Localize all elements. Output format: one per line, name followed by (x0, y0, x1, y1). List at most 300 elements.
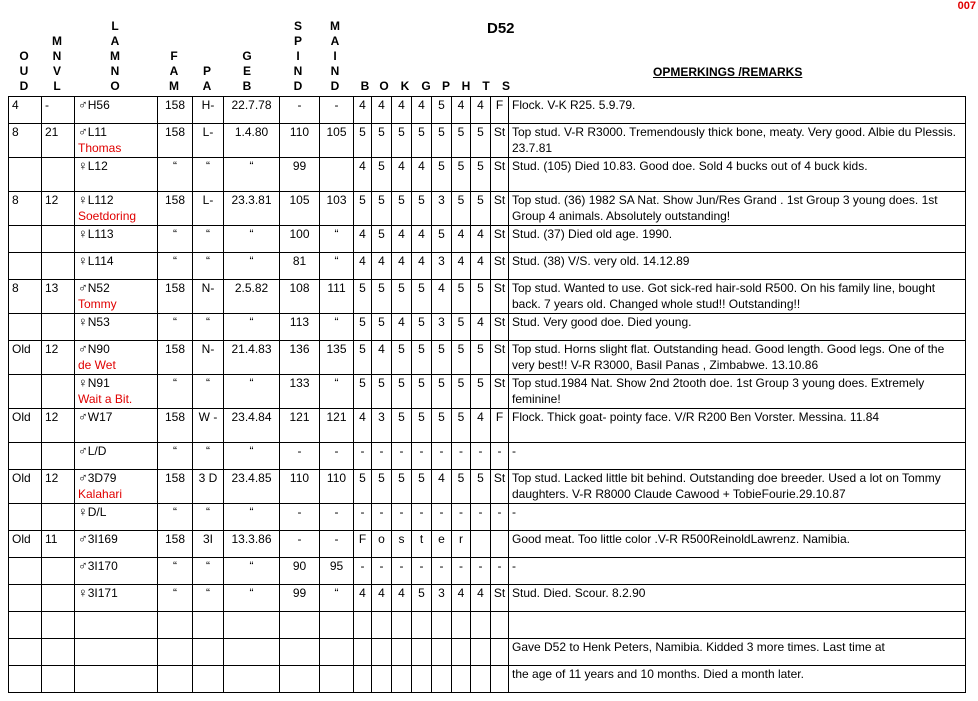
cell-mnvl (42, 375, 75, 409)
cell-remark: Stud. Died. Scour. 8.2.90 (509, 585, 966, 612)
cell-spind: - (280, 443, 320, 470)
cell-h: 4 (452, 585, 471, 612)
cell-lamno (75, 409, 158, 443)
cell-o: 5 (372, 375, 392, 409)
cell-pa: N- (193, 341, 224, 375)
cell-fam: “ (158, 504, 193, 531)
cell-h: - (452, 443, 471, 470)
cell-oud (9, 443, 42, 470)
female-sex-icon: ♀ (78, 585, 88, 600)
score-header-o: O (379, 79, 389, 93)
cell-p (432, 639, 452, 666)
cell-t (471, 612, 491, 639)
cell-mnvl (42, 158, 75, 192)
cell-spind: 110 (280, 470, 320, 504)
cell-mnvl (42, 314, 75, 341)
cell-geb: “ (224, 443, 280, 470)
female-sex-icon: ♀ (78, 314, 88, 329)
cell-fam: 158 (158, 531, 193, 558)
header-mnvl: M N V L (52, 34, 62, 93)
cell-s: F (491, 97, 509, 124)
cell-oud: Old (9, 409, 42, 443)
animal-number: 3I171 (87, 586, 118, 600)
cell-t (471, 639, 491, 666)
cell-t: 5 (471, 124, 491, 158)
cell-g: 4 (412, 253, 432, 280)
cell-oud: Old (9, 531, 42, 558)
animal-number: L113 (87, 227, 114, 241)
animal-number: L12 (87, 159, 108, 173)
cell-t: 4 (471, 97, 491, 124)
cell-remark: Stud. (105) Died 10.83. Good doe. Sold 4 bucks out of 4 buck kids. (509, 158, 966, 192)
cell-lamno (75, 585, 158, 612)
male-sex-icon: ♂ (78, 558, 88, 573)
animal-name: Kalahari (78, 487, 123, 501)
cell-t (471, 531, 491, 558)
male-sex-icon: ♂ (78, 409, 88, 424)
animal-name: Tommy (78, 297, 117, 311)
cell-b: 5 (354, 192, 372, 226)
cell-maind (320, 666, 354, 693)
table-row (9, 192, 966, 226)
cell-g: 5 (412, 124, 432, 158)
cell-t: 4 (471, 226, 491, 253)
cell-g: - (412, 558, 432, 585)
cell-s: St (491, 585, 509, 612)
cell-spind: 133 (280, 375, 320, 409)
cell-p (432, 666, 452, 693)
score-header-k: K (400, 79, 410, 93)
cell-b (354, 666, 372, 693)
table-row (9, 612, 966, 639)
cell-p: 4 (432, 280, 452, 314)
cell-s: St (491, 341, 509, 375)
cell-fam (158, 612, 193, 639)
cell-remark: Top stud. Lacked little bit behind. Outstanding doe breeder. Used a lot on Tommy daughters. V-R R8000 Claude Cawood + TobieFourie.29.10.87 (509, 470, 966, 504)
cell-lamno (75, 124, 158, 158)
table-row (9, 253, 966, 280)
cell-oud (9, 639, 42, 666)
cell-p: 5 (432, 97, 452, 124)
cell-lamno (75, 253, 158, 280)
cell-oud (9, 558, 42, 585)
cell-h: 4 (452, 226, 471, 253)
female-sex-icon: ♀ (78, 253, 88, 268)
cell-p: 3 (432, 253, 452, 280)
cell-geb (224, 612, 280, 639)
table-row (9, 639, 966, 666)
cell-g: 4 (412, 226, 432, 253)
cell-remark: - (509, 443, 966, 470)
cell-mnvl (42, 612, 75, 639)
cell-lamno (75, 443, 158, 470)
cell-fam: 158 (158, 280, 193, 314)
cell-maind (320, 612, 354, 639)
cell-g: - (412, 443, 432, 470)
cell-maind (320, 158, 354, 192)
cell-p: 3 (432, 192, 452, 226)
cell-h: 5 (452, 158, 471, 192)
cell-o: 4 (372, 585, 392, 612)
cell-remark: - (509, 504, 966, 531)
header-geb: G E B (242, 49, 252, 93)
cell-h: 5 (452, 124, 471, 158)
cell-k: 4 (392, 97, 412, 124)
cell-spind: - (280, 97, 320, 124)
cell-o: 5 (372, 124, 392, 158)
header-fam: F A M (169, 49, 179, 93)
cell-mnvl (42, 504, 75, 531)
cell-p: 5 (432, 375, 452, 409)
cell-geb: “ (224, 375, 280, 409)
cell-geb: 1.4.80 (224, 124, 280, 158)
animal-number: N53 (87, 315, 110, 329)
cell-h: - (452, 504, 471, 531)
cell-p: - (432, 504, 452, 531)
cell-t: 5 (471, 158, 491, 192)
male-sex-icon: ♂ (78, 531, 88, 546)
cell-maind: “ (320, 375, 354, 409)
cell-geb: “ (224, 253, 280, 280)
cell-p: 5 (432, 409, 452, 443)
cell-pa: “ (193, 226, 224, 253)
cell-remark: Stud. Very good doe. Died young. (509, 314, 966, 341)
animal-number: D/L (87, 505, 107, 519)
cell-o: 3 (372, 409, 392, 443)
cell-lamno (75, 341, 158, 375)
cell-fam: 158 (158, 409, 193, 443)
cell-s: St (491, 314, 509, 341)
cell-o: o (372, 531, 392, 558)
cell-fam (158, 666, 193, 693)
cell-remark: Gave D52 to Henk Peters, Namibia. Kidded 3 more times. Last time at (509, 639, 966, 666)
cell-k: s (392, 531, 412, 558)
animal-number: L114 (87, 254, 114, 268)
cell-k: 4 (392, 158, 412, 192)
cell-maind: 111 (320, 280, 354, 314)
cell-remark: Stud. (37) Died old age. 1990. (509, 226, 966, 253)
cell-pa: L- (193, 124, 224, 158)
cell-b: - (354, 443, 372, 470)
table-row (9, 504, 966, 531)
animal-number: 3I169 (87, 532, 118, 546)
cell-mnvl: 21 (42, 124, 75, 158)
cell-s: St (491, 192, 509, 226)
cell-spind: 110 (280, 124, 320, 158)
cell-fam: “ (158, 375, 193, 409)
cell-b: 4 (354, 409, 372, 443)
cell-g: t (412, 531, 432, 558)
male-sex-icon: ♂ (78, 97, 88, 112)
cell-remark: Good meat. Too little color .V-R R500ReinoldLawrenz. Namibia. (509, 531, 966, 558)
cell-oud: 4 (9, 97, 42, 124)
cell-remark: the age of 11 years and 10 months. Died a month later. (509, 666, 966, 693)
cell-k: 4 (392, 226, 412, 253)
cell-geb: 23.3.81 (224, 192, 280, 226)
cell-g: 5 (412, 341, 432, 375)
male-sex-icon: ♂ (78, 443, 88, 458)
cell-h (452, 666, 471, 693)
cell-remark: Flock. Thick goat- pointy face. V/R R200 Ben Vorster. Messina. 11.84 (509, 409, 966, 443)
cell-s: St (491, 470, 509, 504)
cell-fam: “ (158, 226, 193, 253)
cell-mnvl: 12 (42, 341, 75, 375)
cell-g: - (412, 504, 432, 531)
cell-spind: 136 (280, 341, 320, 375)
cell-g: 5 (412, 470, 432, 504)
cell-mnvl: 11 (42, 531, 75, 558)
cell-k: 5 (392, 124, 412, 158)
cell-maind: 110 (320, 470, 354, 504)
cell-h: 5 (452, 409, 471, 443)
cell-oud: 8 (9, 280, 42, 314)
cell-s: F (491, 409, 509, 443)
cell-pa: W - (193, 409, 224, 443)
cell-maind: “ (320, 253, 354, 280)
cell-b: 5 (354, 470, 372, 504)
cell-spind: 99 (280, 585, 320, 612)
cell-k (392, 666, 412, 693)
cell-remark: Top stud. Wanted to use. Got sick-red hair-sold R500. On his family line, bought back. 7 years old. Changed whole stud!! Outstanding!! (509, 280, 966, 314)
cell-t: 5 (471, 280, 491, 314)
cell-geb (224, 639, 280, 666)
cell-o: 5 (372, 158, 392, 192)
animal-number: N90 (87, 342, 110, 356)
cell-geb: “ (224, 314, 280, 341)
header-lamno: L A M N O (110, 19, 120, 93)
cell-mnvl: 13 (42, 280, 75, 314)
cell-geb: “ (224, 158, 280, 192)
stud-register-table (8, 96, 966, 693)
page-code: 007 (957, 0, 976, 12)
cell-geb: 23.4.84 (224, 409, 280, 443)
cell-lamno (75, 375, 158, 409)
cell-o (372, 612, 392, 639)
cell-remark: Stud. (38) V/S. very old. 14.12.89 (509, 253, 966, 280)
score-header-s: S (501, 79, 510, 93)
cell-s: St (491, 124, 509, 158)
cell-maind: “ (320, 314, 354, 341)
cell-oud (9, 585, 42, 612)
cell-o: 4 (372, 253, 392, 280)
score-header-g: G (421, 79, 431, 93)
table-row (9, 443, 966, 470)
cell-oud (9, 226, 42, 253)
cell-p: - (432, 443, 452, 470)
cell-lamno (75, 314, 158, 341)
cell-t: - (471, 558, 491, 585)
cell-t: 5 (471, 192, 491, 226)
cell-b: 5 (354, 280, 372, 314)
cell-s: St (491, 253, 509, 280)
cell-spind (280, 666, 320, 693)
cell-k: 5 (392, 280, 412, 314)
cell-mnvl (42, 443, 75, 470)
cell-b: 4 (354, 158, 372, 192)
cell-lamno (75, 612, 158, 639)
cell-mnvl: 12 (42, 192, 75, 226)
cell-spind: - (280, 531, 320, 558)
cell-pa: 3 D (193, 470, 224, 504)
cell-p: 3 (432, 585, 452, 612)
cell-s: - (491, 558, 509, 585)
cell-geb: 13.3.86 (224, 531, 280, 558)
cell-spind: - (280, 504, 320, 531)
cell-o: - (372, 443, 392, 470)
animal-name: Thomas (78, 141, 122, 155)
cell-maind: 135 (320, 341, 354, 375)
cell-fam: 158 (158, 124, 193, 158)
animal-name: de Wet (78, 358, 116, 372)
cell-b: 4 (354, 97, 372, 124)
animal-number: L/D (87, 444, 107, 458)
cell-k: 5 (392, 409, 412, 443)
cell-k: 5 (392, 375, 412, 409)
cell-fam (158, 639, 193, 666)
cell-k: 5 (392, 192, 412, 226)
cell-pa: H- (193, 97, 224, 124)
cell-oud (9, 504, 42, 531)
female-sex-icon: ♀ (78, 158, 88, 173)
table-row (9, 375, 966, 409)
cell-mnvl: 12 (42, 470, 75, 504)
cell-b: 5 (354, 341, 372, 375)
cell-s: St (491, 158, 509, 192)
cell-k: 4 (392, 253, 412, 280)
cell-maind: - (320, 531, 354, 558)
cell-p: 3 (432, 314, 452, 341)
cell-k: 5 (392, 470, 412, 504)
cell-o: 4 (372, 97, 392, 124)
score-header-h: H (461, 79, 471, 93)
cell-b: 5 (354, 375, 372, 409)
animal-number: 3I170 (87, 559, 118, 573)
animal-number: W17 (87, 410, 113, 424)
cell-b: F (354, 531, 372, 558)
cell-pa: L- (193, 192, 224, 226)
header-oud: O U D (19, 49, 29, 93)
cell-geb: 22.7.78 (224, 97, 280, 124)
cell-s: - (491, 443, 509, 470)
cell-mnvl (42, 226, 75, 253)
cell-t: - (471, 504, 491, 531)
cell-b: - (354, 558, 372, 585)
cell-pa: “ (193, 158, 224, 192)
cell-s (491, 612, 509, 639)
animal-number: H56 (87, 98, 110, 112)
cell-pa: “ (193, 314, 224, 341)
cell-g (412, 612, 432, 639)
table-row (9, 341, 966, 375)
table-row (9, 470, 966, 504)
animal-number: N52 (87, 281, 110, 295)
cell-lamno (75, 531, 158, 558)
cell-maind: 121 (320, 409, 354, 443)
cell-mnvl: 12 (42, 409, 75, 443)
header-pa: P A (202, 64, 212, 93)
cell-h: 5 (452, 314, 471, 341)
cell-geb: “ (224, 226, 280, 253)
cell-lamno (75, 192, 158, 226)
cell-remark: - (509, 558, 966, 585)
cell-pa (193, 666, 224, 693)
cell-h: 5 (452, 470, 471, 504)
cell-o: 5 (372, 226, 392, 253)
cell-fam: “ (158, 558, 193, 585)
cell-pa: “ (193, 375, 224, 409)
cell-k: - (392, 558, 412, 585)
cell-pa (193, 612, 224, 639)
cell-s: - (491, 504, 509, 531)
cell-g: 4 (412, 158, 432, 192)
cell-oud: Old (9, 341, 42, 375)
male-sex-icon: ♂ (78, 124, 88, 139)
cell-s (491, 639, 509, 666)
cell-pa: “ (193, 504, 224, 531)
cell-pa: “ (193, 443, 224, 470)
cell-remark: Top stud. Horns slight flat. Outstanding head. Good length. Good legs. One of the very best!! V-R R3000, Basil Panas , Zimbabwe. 13.10.86 (509, 341, 966, 375)
cell-fam: 158 (158, 341, 193, 375)
score-header-p: P (441, 79, 450, 93)
animal-number: L11 (87, 125, 107, 139)
cell-oud: 8 (9, 192, 42, 226)
cell-pa: “ (193, 253, 224, 280)
cell-pa (193, 639, 224, 666)
cell-mnvl (42, 558, 75, 585)
cell-geb: “ (224, 558, 280, 585)
cell-t: 4 (471, 314, 491, 341)
cell-k: - (392, 443, 412, 470)
score-header-b: B (360, 79, 370, 93)
cell-fam: 158 (158, 470, 193, 504)
table-row (9, 666, 966, 693)
cell-s (491, 531, 509, 558)
female-sex-icon: ♀ (78, 504, 88, 519)
cell-maind (320, 639, 354, 666)
cell-g (412, 639, 432, 666)
cell-mnvl (42, 585, 75, 612)
cell-p (432, 612, 452, 639)
cell-lamno (75, 639, 158, 666)
cell-p: 5 (432, 158, 452, 192)
cell-oud: 8 (9, 124, 42, 158)
cell-k: 4 (392, 314, 412, 341)
header-maind: M A I N D (330, 19, 340, 93)
cell-oud (9, 612, 42, 639)
cell-b (354, 612, 372, 639)
cell-g: 4 (412, 97, 432, 124)
male-sex-icon: ♂ (78, 341, 88, 356)
cell-k (392, 639, 412, 666)
cell-h: 5 (452, 341, 471, 375)
cell-remark: Flock. V-K R25. 5.9.79. (509, 97, 966, 124)
cell-remark: Top stud. (36) 1982 SA Nat. Show Jun/Res Grand . 1st Group 3 young does. 1st Group 4 animals. Absolutely outstanding! (509, 192, 966, 226)
cell-t (471, 666, 491, 693)
cell-b (354, 639, 372, 666)
cell-fam: 158 (158, 97, 193, 124)
animal-name: Soetdoring (78, 209, 137, 223)
cell-b: 4 (354, 253, 372, 280)
cell-p: 5 (432, 341, 452, 375)
cell-h (452, 639, 471, 666)
cell-lamno (75, 504, 158, 531)
cell-p: 5 (432, 226, 452, 253)
cell-maind: 105 (320, 124, 354, 158)
remarks-header: OPMERKINGS /REMARKS (653, 65, 803, 79)
male-sex-icon: ♂ (78, 280, 88, 295)
cell-k (392, 612, 412, 639)
cell-o: 5 (372, 280, 392, 314)
